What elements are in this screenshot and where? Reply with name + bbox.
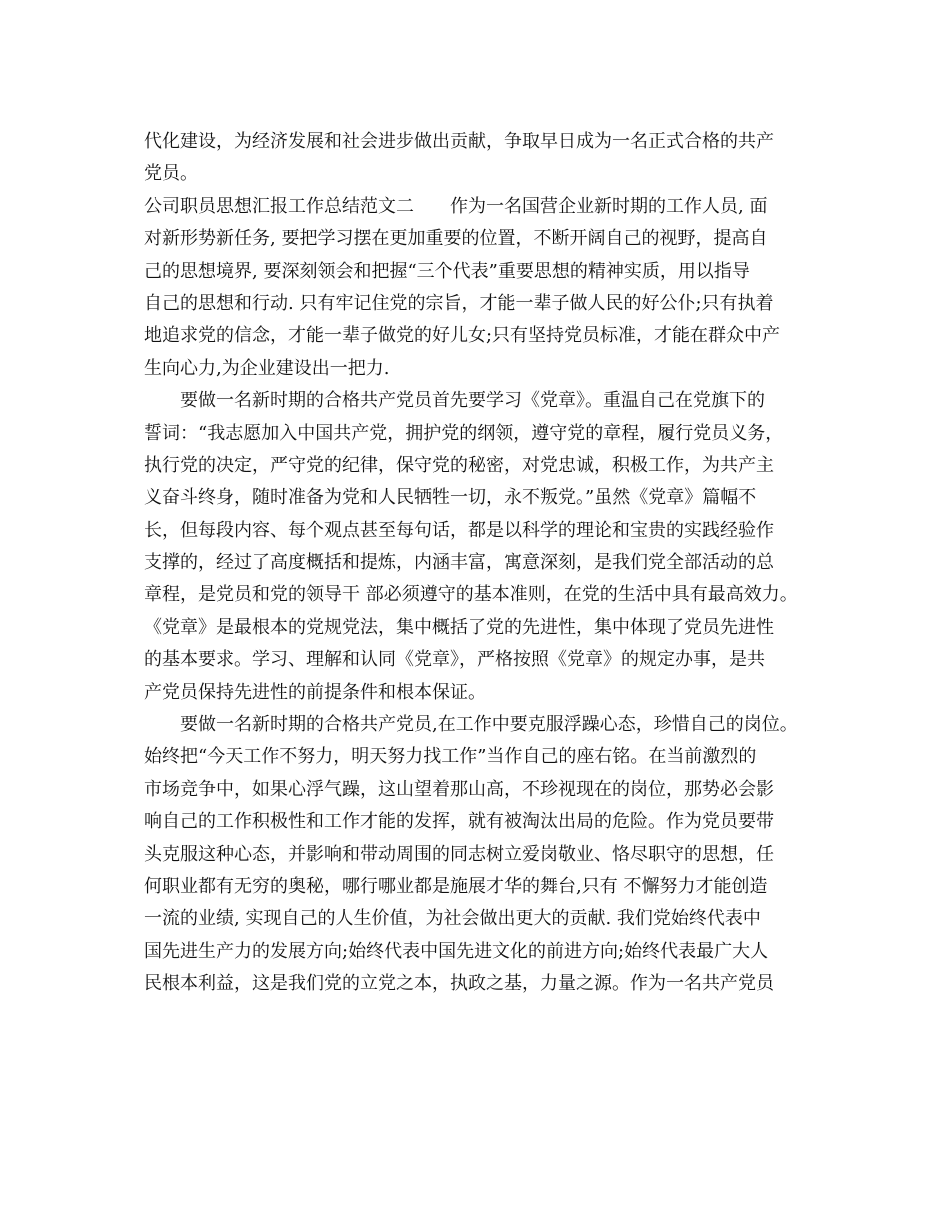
text-line: 对新形势新任务, 要把学习摆在更加重要的位置，不断开阔自己的视野，提高自 bbox=[144, 228, 768, 250]
text-line: 响自己的工作积极性和工作才能的发挥，就有被淘汰出局的危险。作为党员要带 bbox=[144, 811, 774, 833]
text-line: 章程，是党员和党的领导干 部必须遵守的基本准则，在党的生活中具有最高效力。 bbox=[144, 584, 798, 606]
text-line: 《党章》是最根本的党规党法，集中概括了党的先进性，集中体现了党员先进性 bbox=[144, 616, 774, 638]
text-line: 要做一名新时期的合格共产党员首先要学习《党章》。重温自己在党旗下的 bbox=[144, 390, 765, 412]
text-line: 一流的业绩, 实现自己的人生价值，为社会做出更大的贡献. 我们党始终代表中 bbox=[144, 908, 761, 930]
text-line: 执行党的决定，严守党的纪律，保守党的秘密，对党忠诚，积极工作，为共产主 bbox=[144, 454, 774, 476]
text-line: 的基本要求。学习、理解和认同《党章》，严格按照《党章》的规定办事，是共 bbox=[144, 649, 765, 671]
text-line: 己的思想境界, 要深刻领会和把握“三个代表”重要思想的精神实质，用以指导 bbox=[144, 260, 750, 282]
text-line: 公司职员思想汇报工作总结范文二 作为一名国营企业新时期的工作人员, 面 bbox=[144, 195, 768, 217]
text-line: 民根本利益，这是我们党的立党之本，执政之基，力量之源。作为一名共产党员 bbox=[144, 973, 774, 995]
text-line: 要做一名新时期的合格共产党员,在工作中要克服浮躁心态，珍惜自己的岗位。 bbox=[144, 714, 798, 736]
text-line: 生向心力,为企业建设出一把力. bbox=[144, 357, 390, 379]
text-line: 代化建设，为经济发展和社会进步做出贡献，争取早日成为一名正式合格的共产 bbox=[144, 131, 774, 152]
text-line: 何职业都有无穷的奥秘，哪行哪业都是施展才华的舞台,只有 不懈努力才能创造 bbox=[144, 875, 768, 897]
text-line: 党员。 bbox=[144, 163, 198, 185]
text-line: 支撑的，经过了高度概括和提炼，内涵丰富，寓意深刻，是我们党全部活动的总 bbox=[144, 552, 774, 574]
text-line: 长，但每段内容、每个观点甚至每句话，都是以科学的理论和宝贵的实践经验作 bbox=[144, 519, 774, 541]
text-line: 始终把“今天工作不努力，明天努力找工作”当作自己的座右铭。在当前激烈的 bbox=[144, 746, 757, 768]
text-line: 产党员保持先进性的前提条件和根本保证。 bbox=[144, 681, 486, 703]
text-line: 头克服这种心态，并影响和带动周围的同志树立爱岗敬业、恪尽职守的思想，任 bbox=[144, 843, 774, 865]
text-line: 地追求党的信念，才能一辈子做党的好儿女;只有坚持党员标准，才能在群众中产 bbox=[144, 325, 781, 347]
text-line: 自己的思想和行动. 只有牢记住党的宗旨，才能一辈子做人民的好公仆;只有执着 bbox=[144, 292, 774, 314]
text-line: 义奋斗终身，随时准备为党和人民牺牲一切，永不叛党。”虽然《党章》篇幅不 bbox=[144, 487, 757, 509]
text-line: 市场竞争中，如果心浮气躁，这山望着那山高，不珍视现在的岗位，那势必会影 bbox=[144, 778, 774, 800]
text-line: 誓词：“我志愿加入中国共产党，拥护党的纲领，遵守党的章程，履行党员义务， bbox=[144, 422, 784, 444]
body-text bbox=[144, 126, 834, 1001]
text-line: 国先进生产力的发展方向;始终代表中国先进文化的前进方向;始终代表最广大人 bbox=[144, 940, 769, 962]
